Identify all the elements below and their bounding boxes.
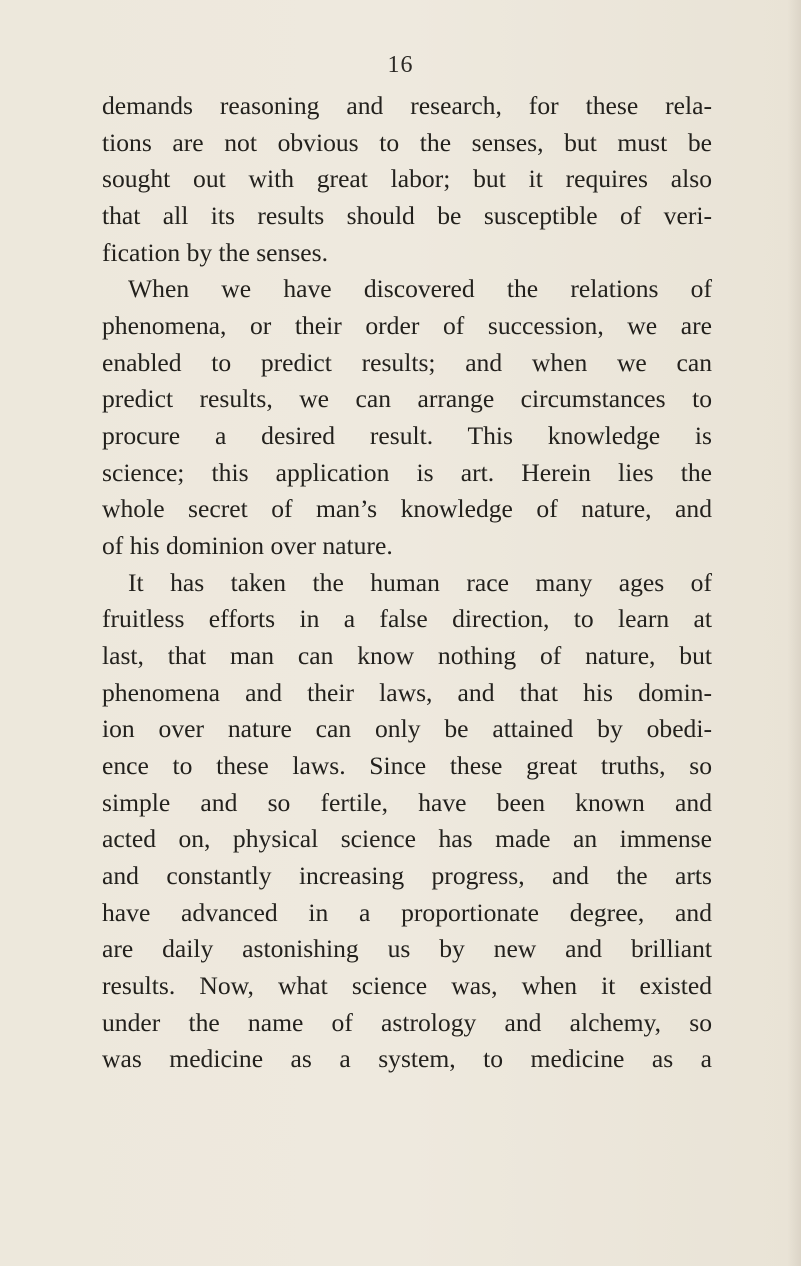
text-line: fication by the senses. — [102, 237, 329, 267]
text-line: sought out with great labor; but it requires also — [102, 164, 712, 194]
text-line: whole secret of man’s knowledge of nature, and — [102, 494, 712, 524]
text-line: science; this application is art. Herein lies the — [102, 457, 712, 487]
text-line: have advanced in a proportionate degree, and — [102, 897, 712, 927]
page-number: 16 — [387, 52, 414, 78]
text-line: fruitless efforts in a false direction, to learn at — [102, 604, 712, 634]
text-line: demands reasoning and research, for these rela- — [102, 91, 712, 120]
text-line: ence to these laws. Since these great truths, so — [102, 751, 712, 781]
text-line: It has taken the human race many ages of — [128, 567, 712, 597]
text-line: predict results, we can arrange circumstances to — [102, 384, 712, 414]
text-line: phenomena, or their order of succession, we are — [102, 311, 712, 341]
text-line: When we have discovered the relations of — [128, 274, 712, 304]
text-line: phenomena and their laws, and that his domin- — [102, 677, 712, 707]
text-line: results. Now, what science was, when it existed — [102, 971, 712, 1001]
text-line: tions are not obvious to the senses, but must be — [102, 127, 712, 157]
text-line: acted on, physical science has made an immense — [102, 824, 712, 854]
body-text — [102, 88, 712, 1078]
text-line: procure a desired result. This knowledge is — [102, 421, 712, 451]
text-line: under the name of astrology and alchemy, so — [102, 1007, 712, 1037]
text-line: and constantly increasing progress, and the arts — [102, 861, 712, 891]
text-line: last, that man can know nothing of nature, but — [102, 641, 712, 671]
page-edge-shadow — [787, 0, 801, 1266]
text-line: was medicine as a system, to medicine as a — [102, 1044, 712, 1074]
text-line: ion over nature can only be attained by obedi- — [102, 714, 712, 744]
text-line: simple and so fertile, have been known and — [102, 787, 712, 817]
text-line: are daily astonishing us by new and brilliant — [102, 934, 712, 964]
text-line: that all its results should be susceptible of veri- — [102, 201, 712, 231]
text-line: enabled to predict results; and when we can — [102, 347, 712, 377]
text-line: of his dominion over nature. — [102, 531, 393, 561]
